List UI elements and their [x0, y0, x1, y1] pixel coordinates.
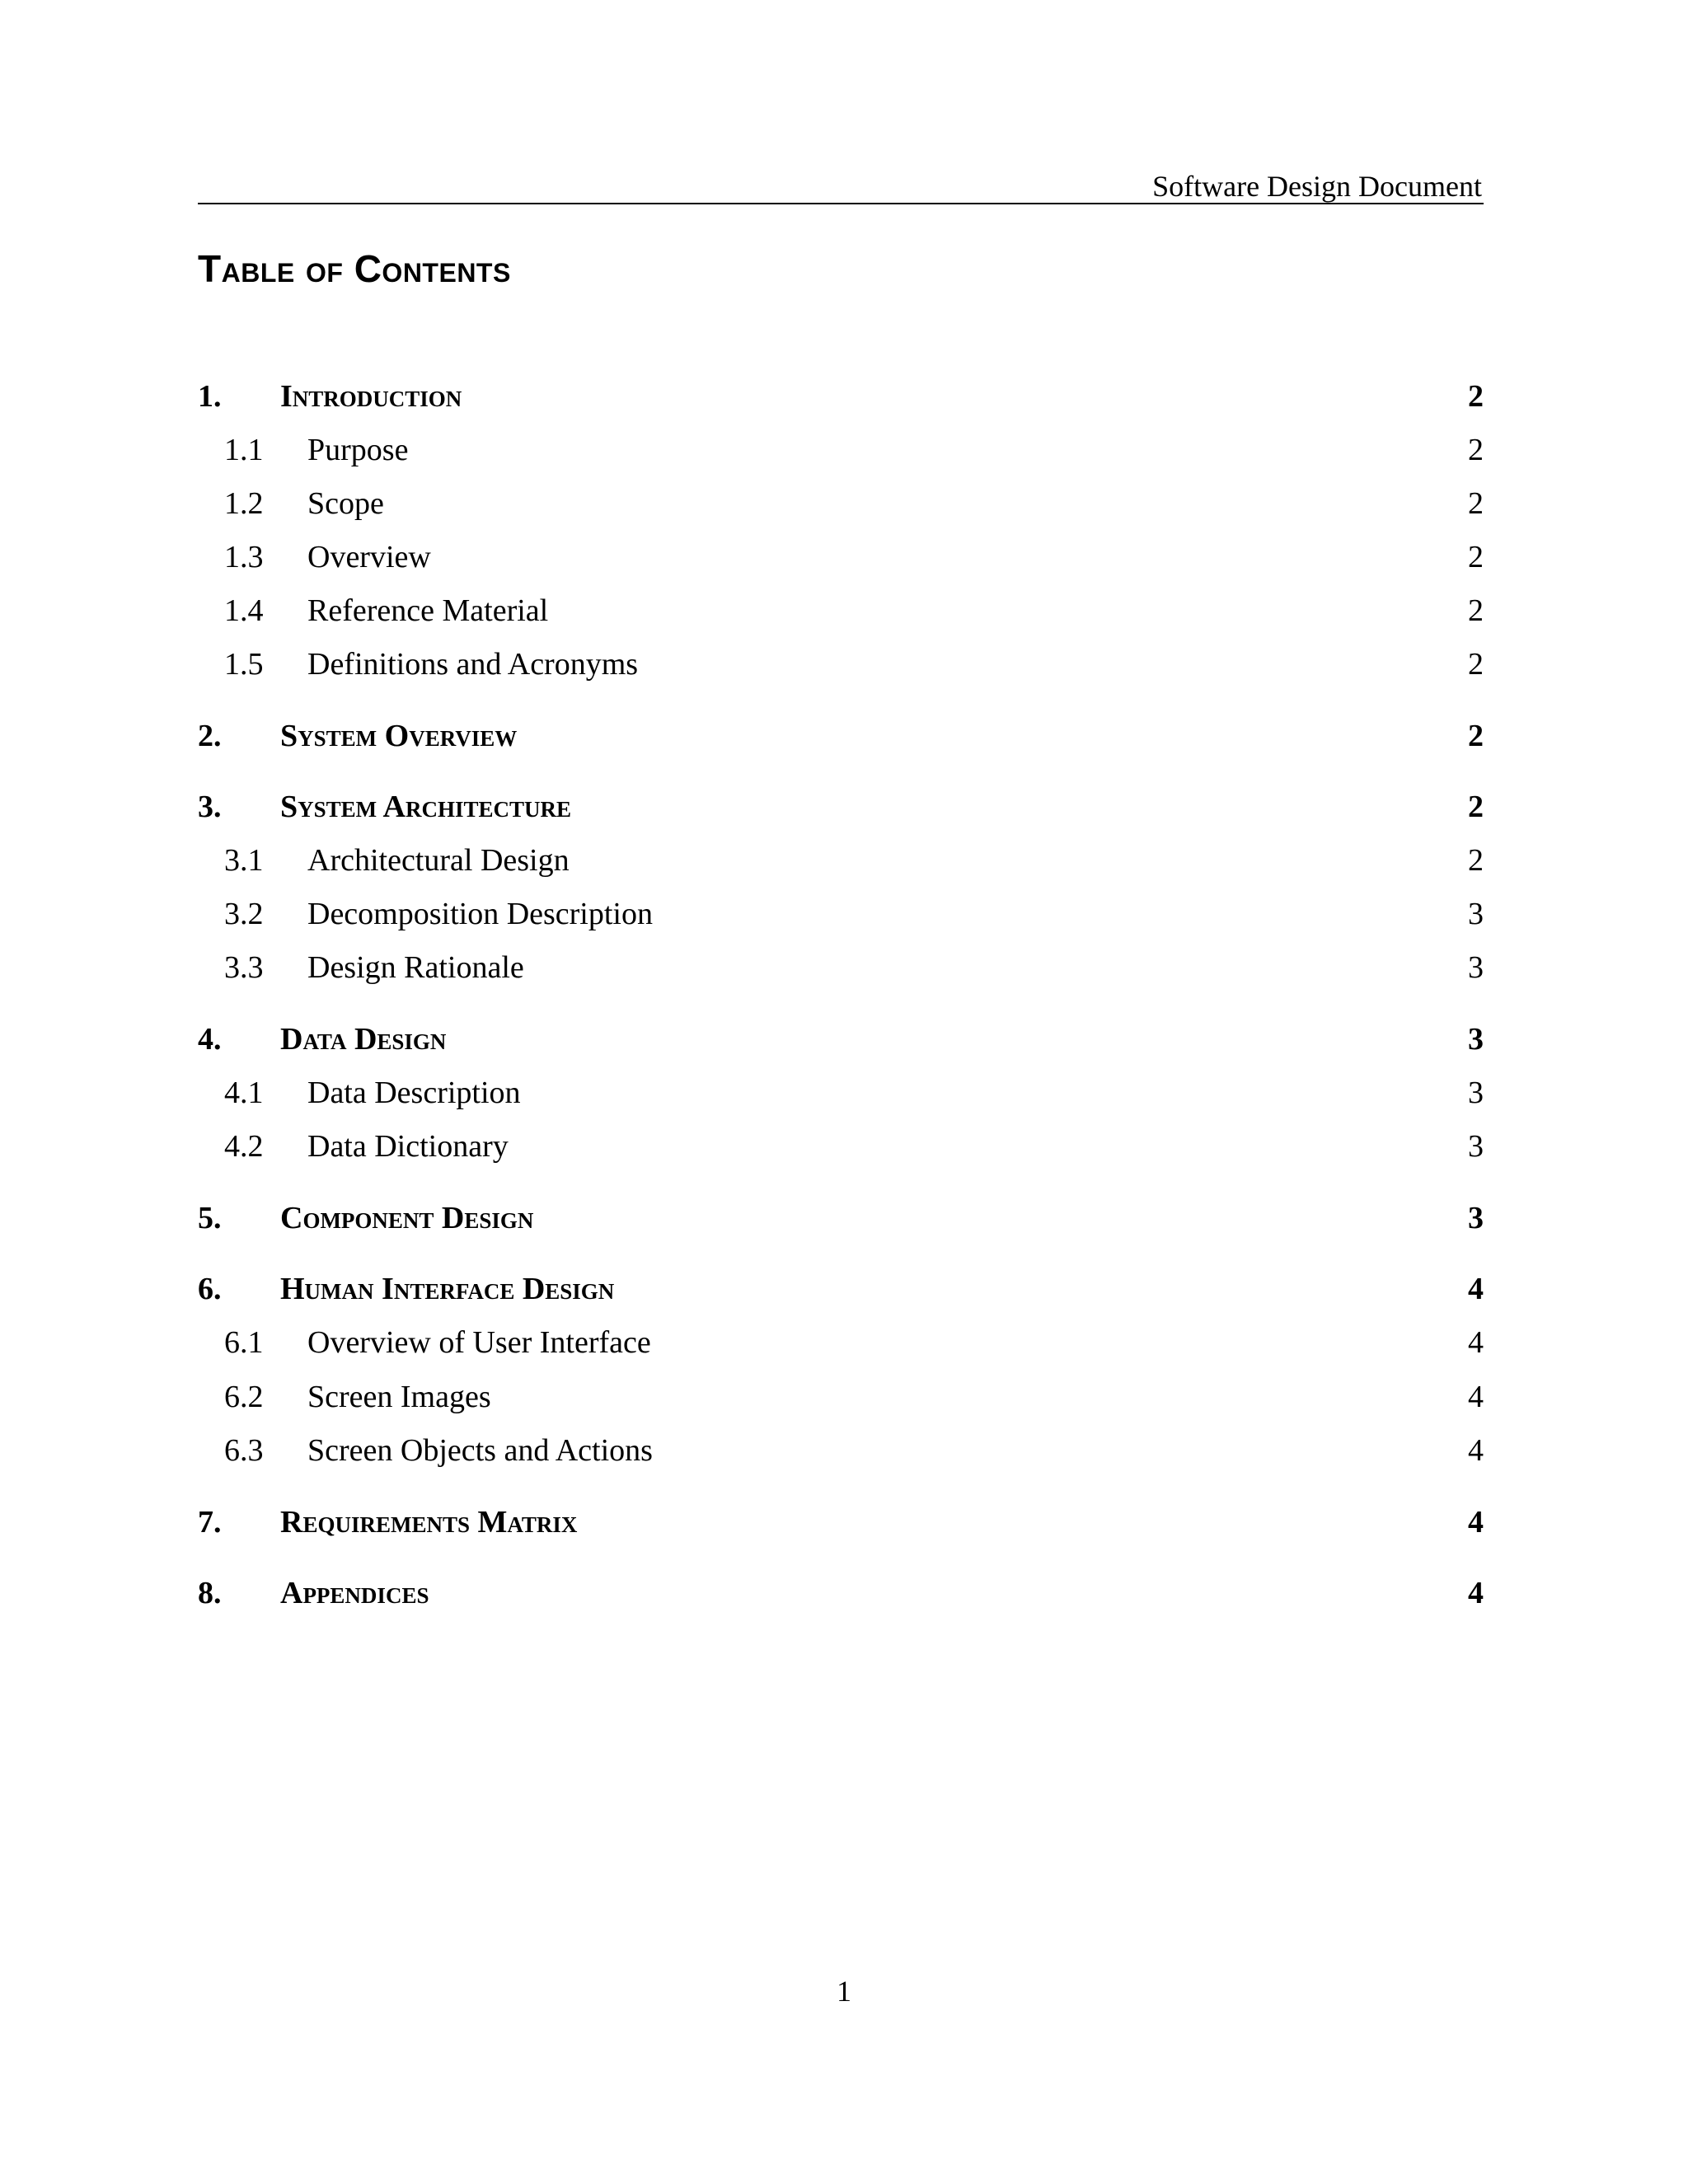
- toc-entry-number: 4.: [198, 1022, 222, 1057]
- toc-entry-requirements-matrix[interactable]: [198, 1502, 1484, 1543]
- toc-entry-page: 3: [1468, 1022, 1484, 1057]
- toc-entry-number: 3.: [198, 790, 222, 824]
- toc-entry-number: 5.: [198, 1201, 222, 1235]
- toc-entry-number: 7.: [198, 1505, 222, 1540]
- toc-entry-page: 2: [1468, 647, 1484, 682]
- running-header: Software Design Document: [1152, 170, 1482, 203]
- toc-entry-number: 3.1: [224, 843, 264, 878]
- toc-entry-data-description[interactable]: [198, 1072, 1484, 1113]
- toc-entry-label: Overview of User Interface: [307, 1325, 651, 1360]
- toc-entry-appendices[interactable]: [198, 1572, 1484, 1614]
- toc-entry-overview-of-user-interface[interactable]: [198, 1322, 1484, 1363]
- toc-entry-number: 1.5: [224, 647, 264, 682]
- toc-entry-page: 3: [1468, 1201, 1484, 1235]
- toc-entry-scope[interactable]: [198, 483, 1484, 524]
- toc-entry-data-dictionary[interactable]: [198, 1126, 1484, 1167]
- toc-entry-number: 2.: [198, 719, 222, 753]
- toc-entry-page: 2: [1468, 433, 1484, 467]
- toc-entry-number: 1.: [198, 379, 222, 414]
- toc-entry-label: Overview: [307, 540, 431, 574]
- toc-entry-system-overview[interactable]: [198, 715, 1484, 757]
- toc-entry-number: 4.2: [224, 1129, 264, 1164]
- toc-entry-definitions-and-acronyms[interactable]: [198, 644, 1484, 685]
- toc-entry-screen-objects-and-actions[interactable]: [198, 1430, 1484, 1471]
- toc-entry-label: Reference Material: [307, 593, 549, 628]
- toc-entry-page: 2: [1468, 540, 1484, 574]
- toc-entry-page: 3: [1468, 950, 1484, 985]
- toc-entry-label: Requirements Matrix: [280, 1505, 578, 1540]
- toc-entry-label: Human Interface Design: [280, 1272, 615, 1306]
- toc-entry-component-design[interactable]: [198, 1197, 1484, 1239]
- toc-entry-number: 1.4: [224, 593, 264, 628]
- toc-entry-label: Design Rationale: [307, 950, 524, 985]
- toc-entry-decomposition-description[interactable]: [198, 893, 1484, 935]
- toc-entry-label: Data Description: [307, 1076, 521, 1110]
- toc-entry-label: Definitions and Acronyms: [307, 647, 639, 682]
- toc-entry-label: Component Design: [280, 1201, 534, 1235]
- toc-entry-number: 3.2: [224, 897, 264, 931]
- toc-entry-page: 4: [1468, 1325, 1484, 1360]
- toc-entry-label: System Overview: [280, 719, 518, 753]
- toc-entry-label: Decomposition Description: [307, 897, 653, 931]
- toc-entry-number: 6.: [198, 1272, 222, 1306]
- toc-entry-number: 4.1: [224, 1076, 264, 1110]
- toc-entry-purpose[interactable]: [198, 429, 1484, 471]
- toc-entry-page: 4: [1468, 1380, 1484, 1414]
- toc-entry-page: 2: [1468, 379, 1484, 414]
- toc-entry-introduction[interactable]: [198, 376, 1484, 417]
- toc-entry-page: 2: [1468, 486, 1484, 521]
- toc-entry-screen-images[interactable]: [198, 1376, 1484, 1418]
- toc-entry-design-rationale[interactable]: [198, 947, 1484, 988]
- toc-entry-page: 2: [1468, 593, 1484, 628]
- toc-entry-number: 1.3: [224, 540, 264, 574]
- toc-entry-number: 3.3: [224, 950, 264, 985]
- toc-entry-data-design[interactable]: [198, 1019, 1484, 1060]
- toc-entry-page: 3: [1468, 897, 1484, 931]
- toc-entry-label: Data Design: [280, 1022, 447, 1057]
- toc-entry-reference-material[interactable]: [198, 590, 1484, 631]
- toc-entry-number: 1.2: [224, 486, 264, 521]
- toc-entry-architectural-design[interactable]: [198, 840, 1484, 881]
- toc-entry-number: 6.1: [224, 1325, 264, 1360]
- toc-entry-label: System Architecture: [280, 790, 572, 824]
- toc-entry-number: 1.1: [224, 433, 264, 467]
- toc-entry-label: Data Dictionary: [307, 1129, 509, 1164]
- toc-entry-label: Appendices: [280, 1576, 429, 1610]
- toc-entry-label: Introduction: [280, 379, 462, 414]
- page-number: 1: [837, 1975, 851, 2008]
- toc-entry-number: 6.3: [224, 1433, 264, 1468]
- toc-entry-label: Screen Images: [307, 1380, 491, 1414]
- toc-title: Table of Contents: [198, 247, 511, 290]
- toc-entry-page: 4: [1468, 1505, 1484, 1540]
- toc-entry-page: 3: [1468, 1076, 1484, 1110]
- toc-entry-page: 4: [1468, 1433, 1484, 1468]
- toc-entry-label: Screen Objects and Actions: [307, 1433, 653, 1468]
- header-rule: [198, 203, 1484, 204]
- toc-entry-system-architecture[interactable]: [198, 786, 1484, 827]
- toc-entry-label: Architectural Design: [307, 843, 570, 878]
- toc-entry-label: Purpose: [307, 433, 409, 467]
- toc-entry-page: 3: [1468, 1129, 1484, 1164]
- toc-entry-page: 4: [1468, 1576, 1484, 1610]
- toc-entry-page: 4: [1468, 1272, 1484, 1306]
- toc-entry-human-interface-design[interactable]: [198, 1268, 1484, 1310]
- toc-entry-page: 2: [1468, 719, 1484, 753]
- toc-entry-overview[interactable]: [198, 537, 1484, 578]
- toc-entry-page: 2: [1468, 790, 1484, 824]
- toc-entry-label: Scope: [307, 486, 384, 521]
- toc-entry-number: 8.: [198, 1576, 222, 1610]
- toc-entry-page: 2: [1468, 843, 1484, 878]
- toc-entry-number: 6.2: [224, 1380, 264, 1414]
